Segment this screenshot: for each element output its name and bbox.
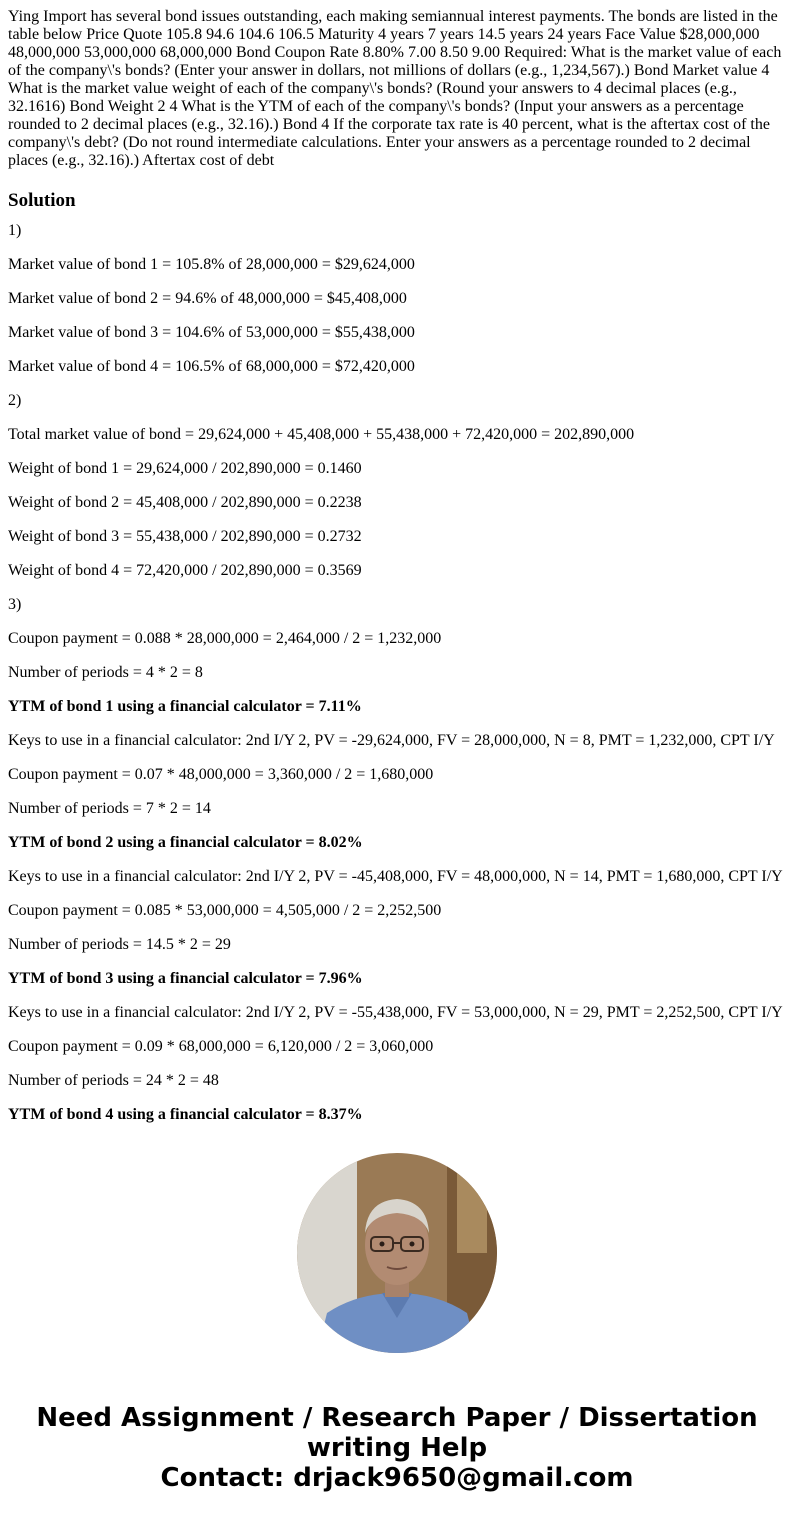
portrait-image [297,1153,497,1353]
solution-line: Coupon payment = 0.09 * 68,000,000 = 6,120,000 / 2 = 3,060,000 [8,1038,434,1055]
ytm-result-line: YTM of bond 1 using a financial calculator = 7.11% [8,698,362,715]
banner-line-2: writing Help [306,1433,488,1463]
solution-line: Weight of bond 1 = 29,624,000 / 202,890,000 = 0.1460 [8,460,362,477]
solution-line: Market value of bond 1 = 105.8% of 28,000,000 = $29,624,000 [8,256,415,273]
solution-line: Number of periods = 7 * 2 = 14 [8,800,211,817]
solution-heading: Solution [8,190,76,211]
solution-line: Keys to use in a financial calculator: 2nd I/Y 2, PV = -45,408,000, FV = 48,000,000, N = 14, PMT = 1,680,000, CPT I/Y [8,868,783,885]
solution-line: Keys to use in a financial calculator: 2nd I/Y 2, PV = -55,438,000, FV = 53,000,000, N = 29, PMT = 2,252,500, CPT I/Y [8,1004,783,1021]
solution-line: Number of periods = 14.5 * 2 = 29 [8,936,231,953]
banner-line-1: Need Assignment / Research Paper / Dissertation [36,1403,758,1433]
solution-line: 2) [8,392,22,409]
solution-line: 1) [8,222,22,239]
solution-line: Coupon payment = 0.085 * 53,000,000 = 4,505,000 / 2 = 2,252,500 [8,902,442,919]
solution-line: Coupon payment = 0.088 * 28,000,000 = 2,464,000 / 2 = 1,232,000 [8,630,442,647]
solution-line: Number of periods = 4 * 2 = 8 [8,664,203,681]
ytm-result-line: YTM of bond 2 using a financial calculator = 8.02% [8,834,363,851]
ytm-result-line: YTM of bond 3 using a financial calculator = 7.96% [8,970,363,987]
solution-line: Weight of bond 3 = 55,438,000 / 202,890,000 = 0.2732 [8,528,362,545]
question-text: Ying Import has several bond issues outstanding, each making semiannual interest payments. The bonds are listed in the table below Price Quote 105.8 94.6 104.6 106.5 Maturity 4 years 7 years 14.5 years 24 years Face Value $28,000,000 48,000,000 53,000,000 68,000,000 Bond Coupon Rate 8.80% 7.00 8.50 9.00 Required: What is the market value of each of the company\'s bonds? (Enter your answer in dollars, not millions of dollars (e.g., 1,234,567).) Bond Market value 4 What is the market value weight of each of the company\'s bonds? (Round your answers to 4 decimal places (e.g., 32.1616) Bond Weight 2 4 What is the YTM of each of the company\'s bonds? (Input your answers as a percentage rounded to 2 decimal places (e.g., 32.16).) Bond 4 If the corporate tax rate is 40 percent, what is the aftertax cost of the company\'s debt? (Do not round intermediate calculations. Enter your answers as a percentage rounded to 2 decimal places (e.g., 32.16).) Aftertax cost of debt [8,8,782,169]
solution-line: Number of periods = 24 * 2 = 48 [8,1072,219,1089]
author-avatar [297,1153,497,1353]
solution-line: Market value of bond 2 = 94.6% of 48,000,000 = $45,408,000 [8,290,407,307]
solution-line: Total market value of bond = 29,624,000 + 45,408,000 + 55,438,000 + 72,420,000 = 202,890,000 [8,426,635,443]
solution-line: Weight of bond 4 = 72,420,000 / 202,890,000 = 0.3569 [8,562,362,579]
solution-line: Market value of bond 3 = 104.6% of 53,000,000 = $55,438,000 [8,324,415,341]
banner-contact-line: Contact: drjack9650@gmail.com [160,1463,634,1493]
solution-line: Market value of bond 4 = 106.5% of 68,000,000 = $72,420,000 [8,358,415,375]
contact-banner [0,1403,794,1493]
ytm-result-line: YTM of bond 4 using a financial calculator = 8.37% [8,1106,363,1123]
solution-line: Coupon payment = 0.07 * 48,000,000 = 3,360,000 / 2 = 1,680,000 [8,766,434,783]
solution-line: 3) [8,596,22,613]
solution-line: Weight of bond 2 = 45,408,000 / 202,890,000 = 0.2238 [8,494,362,511]
solution-line: Keys to use in a financial calculator: 2nd I/Y 2, PV = -29,624,000, FV = 28,000,000, N = 8, PMT = 1,232,000, CPT I/Y [8,732,775,749]
document-content [8,0,786,1123]
